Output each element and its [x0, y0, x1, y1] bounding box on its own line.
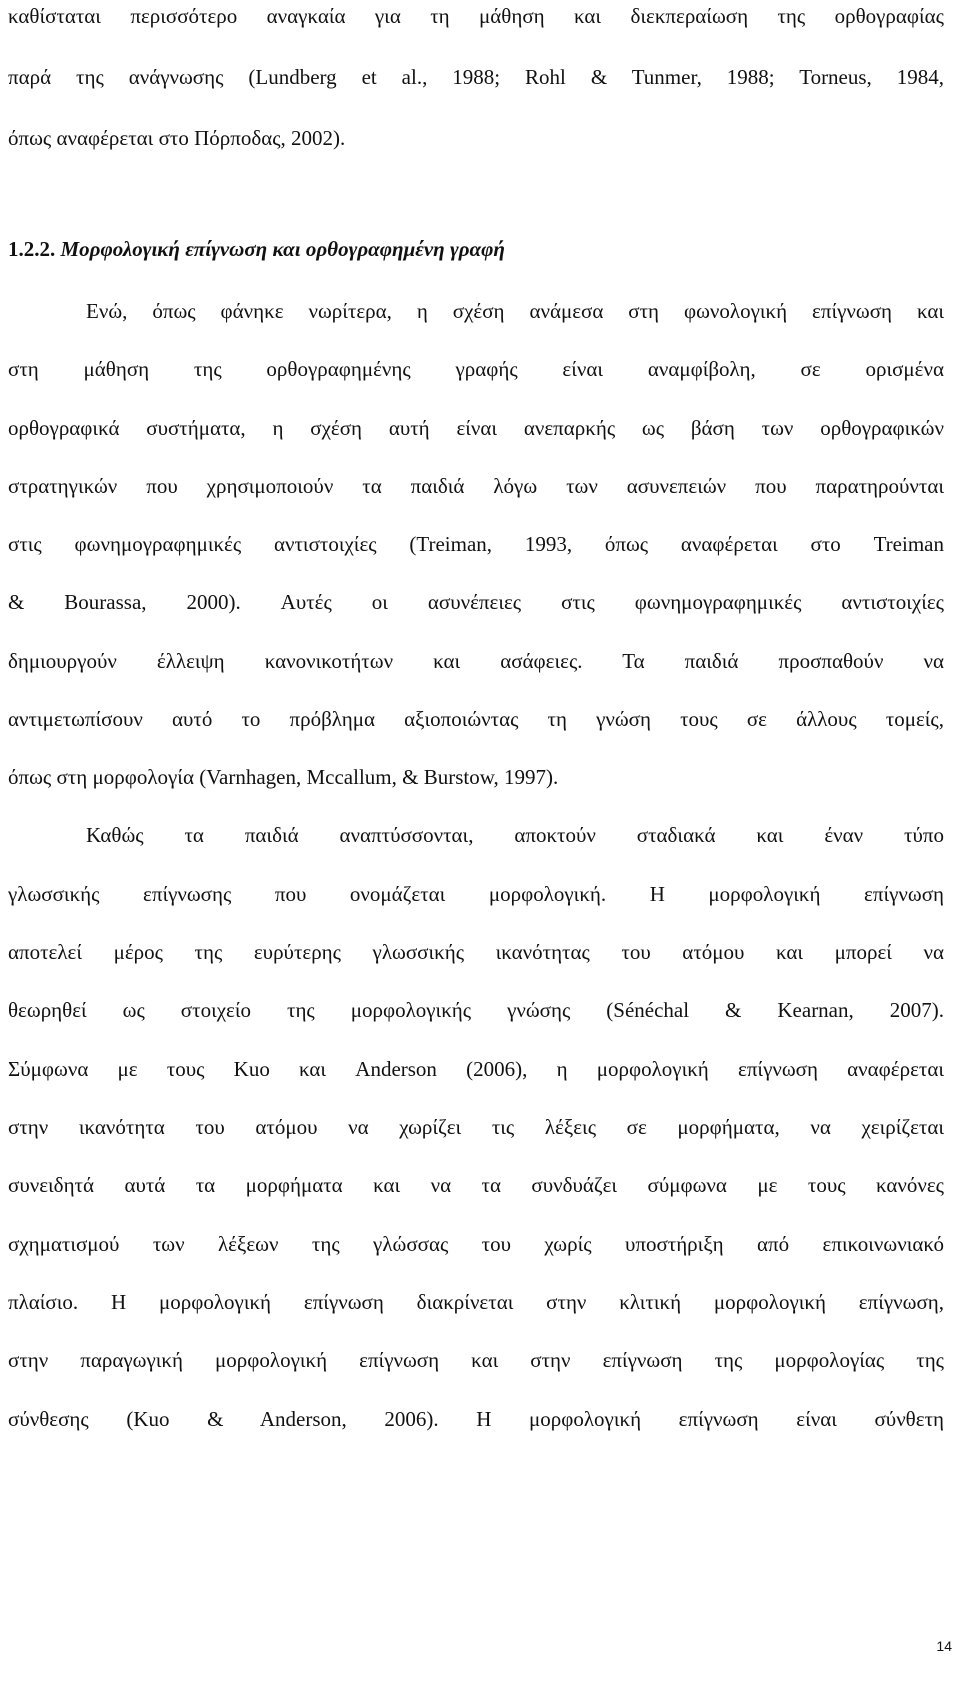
- text-line: στη μάθηση της ορθογραφημένης γραφής είναι αναμφίβολη, σε ορισμένα: [8, 357, 944, 381]
- text-line: όπως στη μορφολογία (Varnhagen, Mccallum, & Burstow, 1997).: [8, 765, 559, 789]
- text-line: σύνθεσης (Kuo & Anderson, 2006). Η μορφολογική επίγνωση είναι σύνθετη: [8, 1407, 944, 1431]
- text-line: αντιμετωπίσουν αυτό το πρόβλημα αξιοποιώντας τη γνώση τους σε άλλους τομείς,: [8, 707, 944, 731]
- section-title: Μορφολογική επίγνωση και ορθογραφημένη γραφή: [60, 237, 505, 261]
- section-heading: [8, 235, 944, 263]
- text-line: παρά της ανάγνωσης (Lundberg et al., 1988; Rohl & Tunmer, 1988; Torneus, 1984,: [8, 65, 944, 89]
- text-line: ορθογραφικά συστήματα, η σχέση αυτή είναι ανεπαρκής ως βάση των ορθογραφικών: [8, 416, 944, 440]
- text-line: καθίσταται περισσότερο αναγκαία για τη μάθηση και διεκπεραίωση της ορθογραφίας: [8, 4, 944, 28]
- text-line: όπως αναφέρεται στο Πόρποδας, 2002).: [8, 126, 346, 150]
- text-line: συνειδητά αυτά τα μορφήματα και να τα συνδυάζει σύμφωνα με τους κανόνες: [8, 1173, 944, 1197]
- section-number: 1.2.2.: [8, 237, 56, 261]
- text-line: στρατηγικών που χρησιμοποιούν τα παιδιά λόγω των ασυνεπειών που παρατηρούνται: [8, 474, 944, 498]
- text-line: θεωρηθεί ως στοιχείο της μορφολογικής γνώσης (Sénéchal & Kearnan, 2007).: [8, 998, 944, 1022]
- text-line: Σύμφωνα με τους Kuo και Anderson (2006), η μορφολογική επίγνωση αναφέρεται: [8, 1057, 944, 1081]
- text-line: πλαίσιο. Η μορφολογική επίγνωση διακρίνεται στην κλιτική μορφολογική επίγνωση,: [8, 1290, 944, 1314]
- text-line: στις φωνημογραφημικές αντιστοιχίες (Treiman, 1993, όπως αναφέρεται στο Treiman: [8, 532, 944, 556]
- text-line: & Bourassa, 2000). Αυτές οι ασυνέπειες στις φωνημογραφημικές αντιστοιχίες: [8, 590, 944, 614]
- text-line: στην ικανότητα του ατόμου να χωρίζει τις λέξεις σε μορφήματα, να χειρίζεται: [8, 1115, 944, 1139]
- text-line: γλωσσικής επίγνωσης που ονομάζεται μορφολογική. Η μορφολογική επίγνωση: [8, 882, 944, 906]
- text-line: δημιουργούν έλλειψη κανονικοτήτων και ασάφειες. Τα παιδιά προσπαθούν να: [8, 649, 944, 673]
- text-line: αποτελεί μέρος της ευρύτερης γλωσσικής ικανότητας του ατόμου και μπορεί να: [8, 940, 944, 964]
- text-line: σχηματισμού των λέξεων της γλώσσας του χωρίς υποστήριξη από επικοινωνιακό: [8, 1232, 944, 1256]
- text-line: Καθώς τα παιδιά αναπτύσσονται, αποκτούν σταδιακά και έναν τύπο: [86, 823, 944, 847]
- text-line: στην παραγωγική μορφολογική επίγνωση και στην επίγνωση της μορφολογίας της: [8, 1348, 944, 1372]
- text-line: Ενώ, όπως φάνηκε νωρίτερα, η σχέση ανάμεσα στη φωνολογική επίγνωση και: [86, 299, 944, 323]
- page-number: 14: [936, 1638, 952, 1654]
